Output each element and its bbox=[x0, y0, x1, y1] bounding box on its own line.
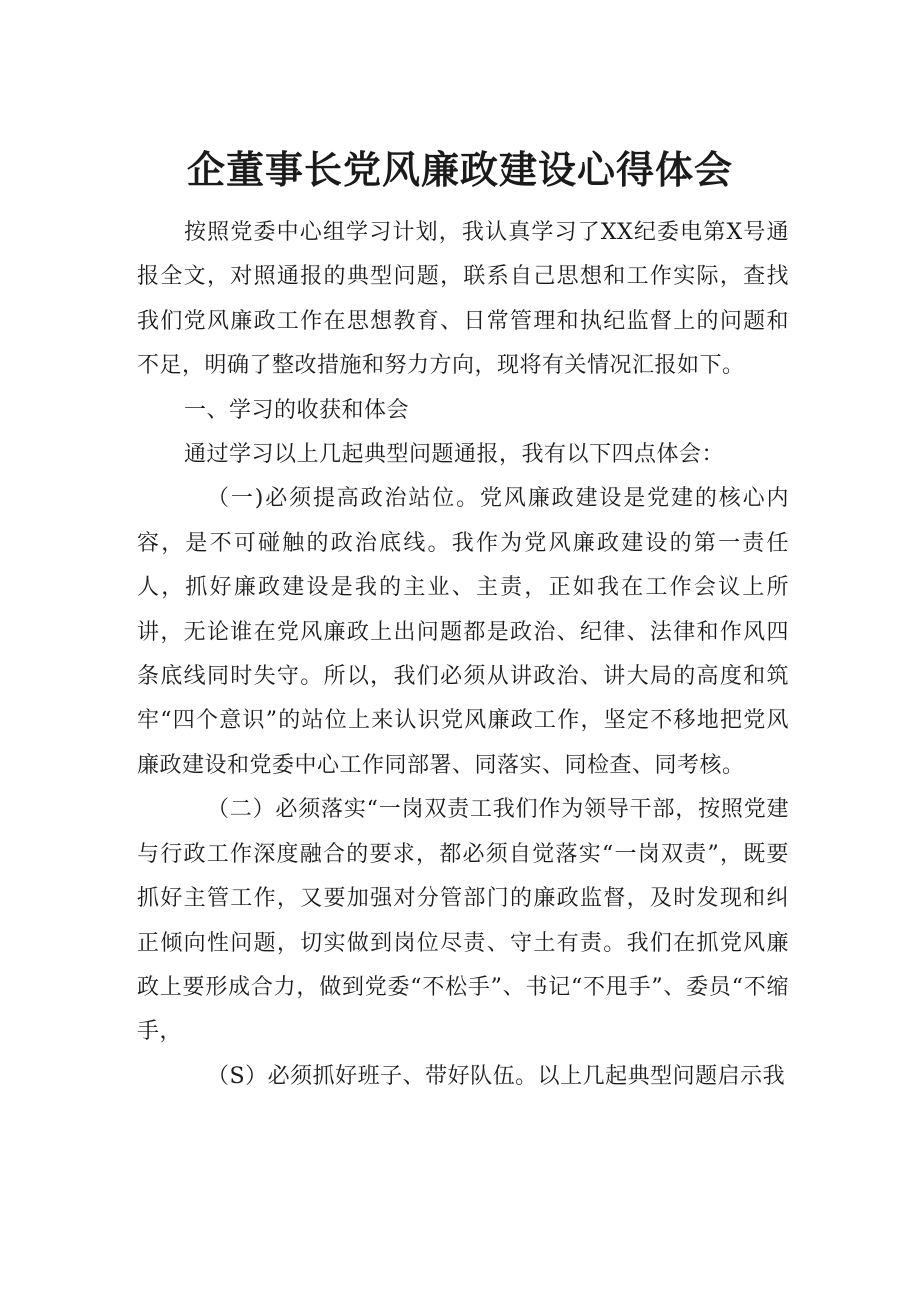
document-title: 企董事长党风廉政建设心得体会 bbox=[186, 148, 733, 192]
paragraph-point-2: （二）必须落实“一岗双责工我们作为领导干部，按照党建与行政工作深度融合的要求，都必须自觉落实“一岗双责”，既要抓好主管工作，又要加强对分管部门的廉政监督，及时发现和纠正倾向性问题，切实做到岗位尽责、守土有责。我们在抓党风廉政上要形成合力，做到党委“不松手”、书记“不甩手”、委员“不缩手， bbox=[137, 797, 789, 1045]
paragraph-point-1: （一)必须提高政治站位。党风廉政建设是党建的核心内容，是不可碰触的政治底线。我作为党风廉政建设的第一责任人，抓好廉政建设是我的主业、主责，正如我在工作会议上所讲，无论谁在党风廉政上出问题都是政治、纪律、法律和作风四条底线同时失守。所以，我们必须从讲政治、讲大局的高度和筑牢“四个意识”的站位上来认识党风廉政工作，坚定不移地把党风廉政建设和党委中心工作同部署、同落实、同检查、同考核。 bbox=[137, 486, 789, 778]
paragraph-intro: 按照党委中心组学习计划，我认真学习了XX纪委电第X号通报全文，对照通报的典型问题，联系自己思想和工作实际，查找我们党风廉政工作在思想教育、日常管理和执纪监督上的问题和不足，明确了整改措施和努力方向，现将有关情况汇报如下。 bbox=[137, 220, 789, 379]
paragraph-point-3: （S）必须抓好班子、带好队伍。以上几起典型问题启示我 bbox=[207, 1063, 786, 1089]
document-body bbox=[137, 211, 789, 1099]
section-heading: 一、学习的收获和体会 bbox=[184, 397, 410, 423]
paragraph-lead: 通过学习以上几起典型问题通报，我有以下四点体会： bbox=[184, 442, 725, 468]
